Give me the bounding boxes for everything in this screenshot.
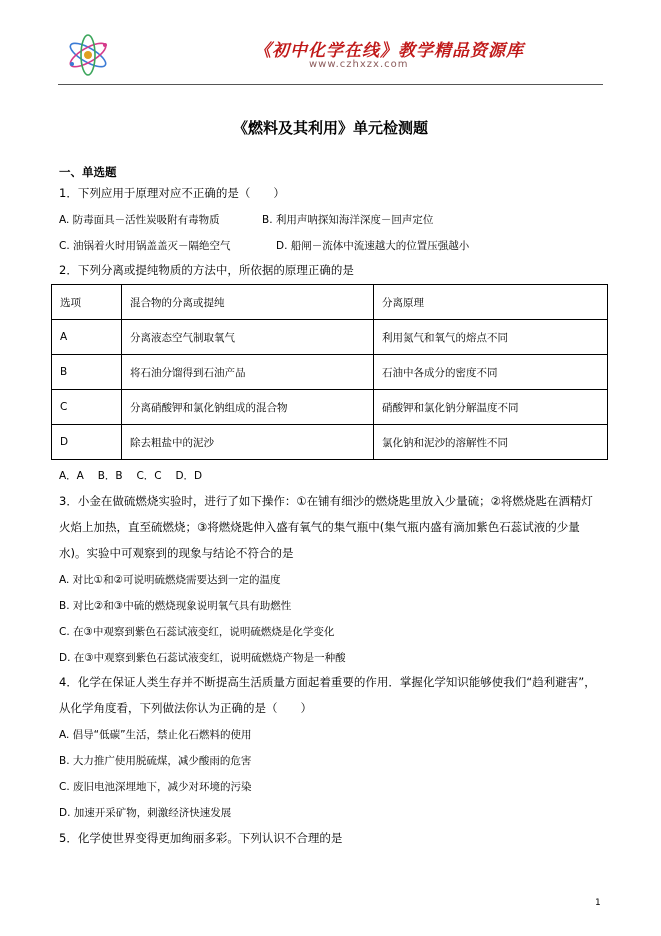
page-number: 1 bbox=[595, 898, 601, 908]
question-3-option-d: D. 在③中观察到紫色石蕊试液变红，说明硫燃烧产物是一种酸 bbox=[59, 652, 346, 664]
table-header-cell: 分离原理 bbox=[374, 285, 608, 320]
question-3-stem-line-1: 3．小金在做硫燃烧实验时，进行了如下操作：①在铺有细沙的燃烧匙里放入少量硫；②将燃烧匙在酒精灯 bbox=[59, 494, 593, 508]
table-header-cell: 混合物的分离或提纯 bbox=[122, 285, 374, 320]
table-row bbox=[52, 320, 608, 355]
question-2-stem: 2．下列分离或提纯物质的方法中，所依据的原理正确的是 bbox=[59, 263, 354, 277]
header-divider bbox=[58, 84, 603, 85]
question-3-option-a: A. 对比①和②可说明硫燃烧需要达到一定的温度 bbox=[59, 574, 281, 586]
page-header bbox=[58, 26, 603, 82]
table-row bbox=[52, 390, 608, 425]
table-row bbox=[52, 355, 608, 390]
question-1-option-a: A. 防毒面具－活性炭吸附有毒物质 bbox=[59, 214, 220, 226]
section-heading: 一、单选题 bbox=[59, 165, 117, 179]
table-cell: 利用氮气和氧气的熔点不同 bbox=[374, 320, 608, 355]
table-header-row bbox=[52, 285, 608, 320]
question-4-option-b: B. 大力推广使用脱硫煤，减少酸雨的危害 bbox=[59, 755, 252, 767]
question-4-option-c: C. 废旧电池深埋地下，减少对环境的污染 bbox=[59, 781, 252, 793]
question-1-stem: 1．下列应用于原理对应不正确的是（ ） bbox=[59, 186, 285, 200]
banner-title: 《初中化学在线》教学精品资源库 bbox=[254, 41, 524, 61]
question-3-option-b: B. 对比②和③中硫的燃烧现象说明氧气具有助燃性 bbox=[59, 600, 292, 612]
table-cell: C bbox=[52, 390, 122, 425]
document-title: 《燃料及其利用》单元检测题 bbox=[232, 119, 428, 137]
table-row bbox=[52, 425, 608, 460]
table-cell: 石油中各成分的密度不同 bbox=[374, 355, 608, 390]
question-3-stem-line-3: 水)。实验中可观察到的现象与结论不符合的是 bbox=[59, 546, 294, 560]
table-cell: A bbox=[52, 320, 122, 355]
table-cell: 硝酸钾和氯化钠分解温度不同 bbox=[374, 390, 608, 425]
question-1-option-b: B. 利用声呐探知海洋深度－回声定位 bbox=[262, 214, 434, 226]
question-4-stem-line-2: 从化学角度看，下列做法你认为正确的是（ ） bbox=[59, 701, 312, 715]
table-cell: 除去粗盐中的泥沙 bbox=[122, 425, 374, 460]
question-3-option-c: C. 在③中观察到紫色石蕊试液变红，说明硫燃烧是化学变化 bbox=[59, 626, 335, 638]
question-4-option-d: D. 加速开采矿物，刺激经济快速发展 bbox=[59, 807, 232, 819]
atom-logo-icon bbox=[64, 32, 112, 78]
table-cell: 将石油分馏得到石油产品 bbox=[122, 355, 374, 390]
banner-url[interactable]: www.czhxzx.com bbox=[309, 59, 409, 70]
question-1-option-c: C. 油锅着火时用锅盖盖灭－隔绝空气 bbox=[59, 240, 231, 252]
table-header-cell: 选项 bbox=[52, 285, 122, 320]
separation-table bbox=[51, 284, 608, 460]
table-cell: D bbox=[52, 425, 122, 460]
question-4-option-a: A. 倡导“低碳”生活，禁止化石燃料的使用 bbox=[59, 729, 252, 741]
table-cell: 分离液态空气制取氧气 bbox=[122, 320, 374, 355]
table-cell: 氯化钠和泥沙的溶解性不同 bbox=[374, 425, 608, 460]
question-2-answers: A．A B．B C．C D．D bbox=[59, 470, 203, 482]
table-cell: 分离硝酸钾和氯化钠组成的混合物 bbox=[122, 390, 374, 425]
table-cell: B bbox=[52, 355, 122, 390]
question-1-option-d: D. 船闸－流体中流速越大的位置压强越小 bbox=[276, 240, 470, 252]
question-4-stem-line-1: 4．化学在保证人类生存并不断提高生活质量方面起着重要的作用．掌握化学知识能够使我们“趋利避害”， bbox=[59, 675, 596, 689]
question-3-stem-line-2: 火焰上加热，直至硫燃烧；③将燃烧匙伸入盛有氧气的集气瓶中(集气瓶内盛有滴加紫色石蕊试液的少量 bbox=[59, 520, 580, 534]
question-5-stem: 5．化学使世界变得更加绚丽多彩。下列认识不合理的是 bbox=[59, 831, 343, 845]
